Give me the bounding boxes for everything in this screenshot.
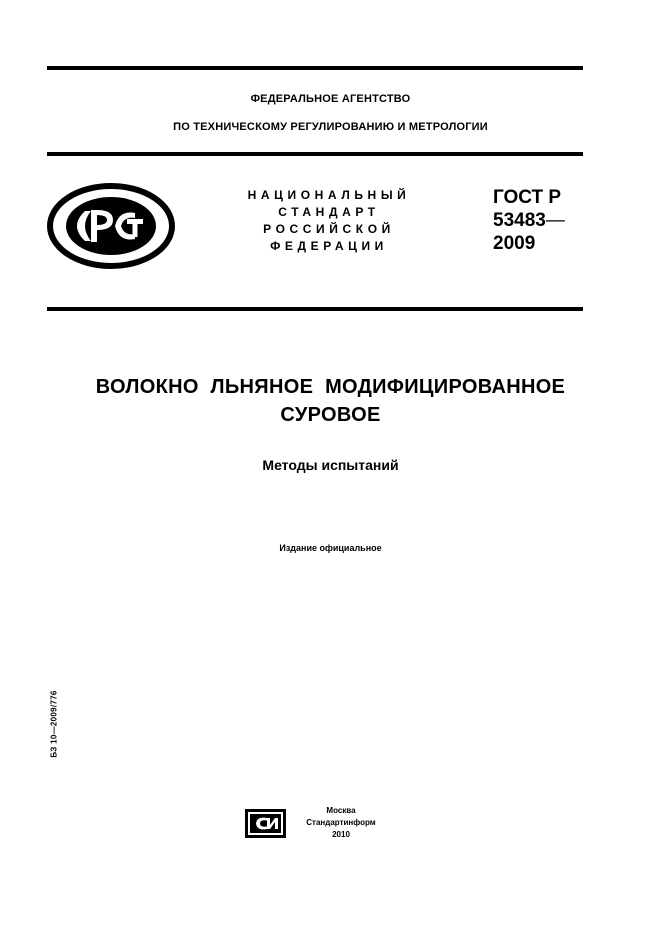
publication-year: 2010 xyxy=(332,830,350,839)
edition-label: Издание официальное xyxy=(279,543,382,553)
standartinform-logo-icon xyxy=(245,809,286,838)
standard-designation xyxy=(493,186,565,255)
top-rule xyxy=(47,66,583,70)
gost-code-number-line xyxy=(493,209,565,232)
side-catalog-code: БЗ 10—2009/776 xyxy=(49,690,59,758)
document-title xyxy=(0,373,661,429)
standard-type-line: НАЦИОНАЛЬНЫЙ xyxy=(247,188,411,202)
standard-type-line: ФЕДЕРАЦИИ xyxy=(270,239,388,253)
document-subtitle: Методы испытаний xyxy=(262,457,399,473)
national-standard-label xyxy=(240,187,418,255)
standard-rule xyxy=(47,307,583,311)
header-rule xyxy=(47,152,583,156)
gost-code-prefix: ГОСТ Р xyxy=(493,187,562,208)
gost-code-number: 53483 xyxy=(493,210,546,231)
standard-type-line: СТАНДАРТ xyxy=(278,205,380,219)
document-title-line1: ВОЛОКНО ЛЬНЯНОЕ МОДИФИЦИРОВАННОЕ xyxy=(95,376,566,398)
document-title-line2: СУРОВОЕ xyxy=(280,404,381,426)
agency-name-line1: ФЕДЕРАЛЬНОЕ АГЕНТСТВО xyxy=(250,93,411,105)
gost-code-year: 2009 xyxy=(493,233,536,254)
publisher-city: Москва xyxy=(326,806,356,815)
gost-code-dash: — xyxy=(545,210,565,231)
publisher-info xyxy=(296,805,386,841)
agency-name-line2: ПО ТЕХНИЧЕСКОМУ РЕГУЛИРОВАНИЮ И МЕТРОЛОГИИ xyxy=(173,121,488,133)
standard-type-line: РОССИЙСКОЙ xyxy=(263,222,395,236)
rst-logo-icon xyxy=(47,183,175,269)
publisher-name: Стандартинформ xyxy=(306,818,376,827)
